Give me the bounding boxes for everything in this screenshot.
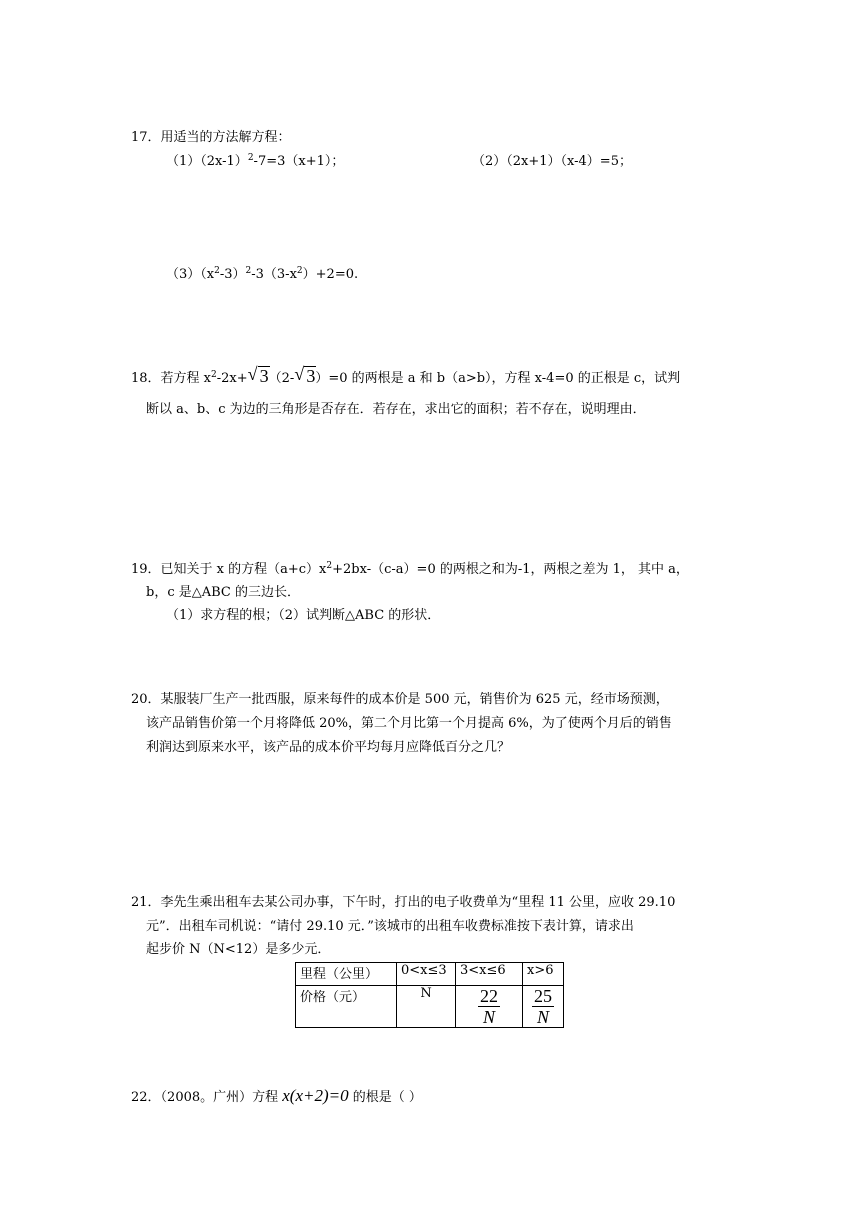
q17-part3: $(3)(x^2-3)^2-3(3-x^2)+2=0$. [166,266,359,282]
q20-line3: 利润达到原来水平，该产品的成本价平均每月应降低百分之几？ [146,740,511,755]
math-expression: x(x+2)=0 [282,1086,349,1105]
fraction: $\frac{25}{N}$ [534,986,552,1027]
q21-line1: 21．李先生乘出租车去某公司办事，下午时，打出的电子收费单为“里程 11 公里，应收 29.10 [131,895,676,910]
table-header-row [296,963,564,986]
table-cell [456,986,523,1028]
q18-line1: 18．若方程 $x^2-2x+$ √ 3（2- √ 3）=0 的两根是 a 和 b（a>b），方程 x-4=0 的正根是 c，试判 [131,364,681,386]
q18-line2: 断以 a、b、c 为边的三角形是否存在．若存在，求出它的面积；若不存在，说明理由． [146,402,646,417]
q17-title: 17．用适当的方法解方程： [131,130,291,145]
table-row-label: 价格（元） [296,986,397,1028]
q22-line: 22．（2008。广州）方程 x(x+2)=0 的根是（ ） [131,1086,422,1105]
sqrt-symbol: √ 3 [247,364,269,386]
q20-line2: 该产品销售价第一个月将降低 20%，第二个月比第一个月提高 6%，为了使两个月后的销售 [146,716,672,731]
q19-line2: b，c 是△ABC 的三边长． [146,585,300,600]
table-header-cell: 里程（公里） [296,963,397,986]
q20-line1: 20．某服装厂生产一批西服，原来每件的成本价是 500 元，销售价为 625 元，经市场预测， [131,692,669,707]
q19-line1: 19．已知关于 x 的方程$(a+c)x^2+2bx-(c-a)=0$ 的两根之和为-1，两根之差为 1， 其中 a， [131,561,689,577]
table-cell [523,986,564,1028]
q17-part2: （2）（2x+1）（x-4）=5； [472,154,632,169]
fare-table [295,962,564,1028]
table-header-cell: x>6 [523,963,564,986]
table-header-cell: 0<x≤3 [397,963,456,986]
table-header-cell: 3<x≤6 [456,963,523,986]
fraction: $\frac{22}{N}$ [480,986,498,1027]
table-row [296,986,564,1028]
sqrt-symbol: √ 3 [294,364,316,386]
q21-line3: 起步价 N（N<12）是多少元． [146,942,331,957]
table-cell: N [397,986,456,1028]
q19-line3: （1）求方程的根；（2）试判断△ABC 的形状． [166,608,441,623]
q21-line2: 元”．出租车司机说：“请付 29.10 元．”该城市的出租车收费标准按下表计算，请求出 [146,919,634,934]
q17-part1: $(1)(2x-1)^2-7=3(x+1)$； [166,153,345,169]
